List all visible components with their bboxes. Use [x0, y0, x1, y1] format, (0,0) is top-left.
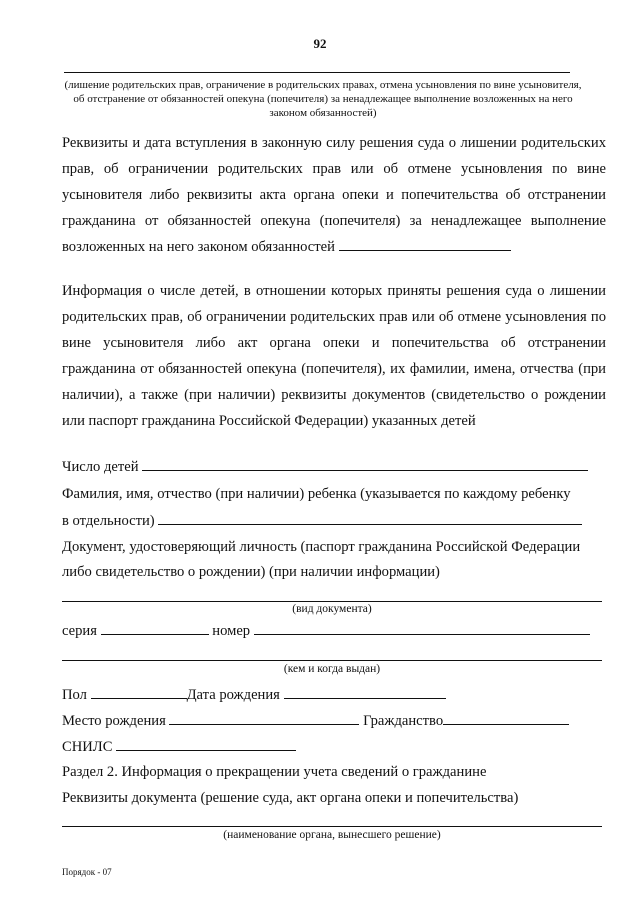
birthplace-citizenship-row	[62, 710, 569, 731]
court-decision-field[interactable]	[339, 236, 511, 251]
authority-field[interactable]	[62, 826, 602, 827]
number-label: номер	[212, 623, 251, 639]
sex-field[interactable]	[91, 684, 187, 699]
snils-field[interactable]	[116, 736, 296, 751]
doc-type-caption: (вид документа)	[292, 603, 372, 615]
child-name-label: Фамилия, имя, отчество (при наличии) ребенка (указывается по каждому ребенку	[62, 486, 571, 502]
issued-caption: (кем и когда выдан)	[283, 663, 381, 675]
birth-place-label: Место рождения	[62, 713, 166, 729]
birth-date-label: Дата рождения	[186, 687, 280, 703]
authority-caption: (наименование органа, вынесшего решение)	[223, 829, 441, 841]
paragraph-court-decision	[62, 130, 606, 260]
birth-date-field[interactable]	[284, 684, 446, 699]
sex-label: Пол	[62, 687, 87, 703]
footer-code: Порядок - 07	[62, 867, 112, 877]
section2-title: Раздел 2. Информация о прекращении учета сведений о гражданине	[62, 764, 487, 780]
child-name-label-2: в отдельности)	[62, 513, 155, 529]
id-document-row-1	[62, 537, 580, 557]
id-document-label-2: либо свидетельство о рождении) (при наличии информации)	[62, 564, 440, 580]
series-label: серия	[62, 623, 97, 639]
sex-birthdate-row	[62, 684, 446, 705]
series-number-row	[62, 620, 590, 641]
doc-details-label: Реквизиты документа (решение суда, акт органа опеки и попечительства)	[62, 790, 519, 806]
paragraph-children-info: Информация о числе детей, в отношении которых приняты решения суда о лишении родительских прав, об ограничении родительских прав или об отмене усыновления по вине усыновителя либо акт органа опеки и попечительства об отстранении гражданина от обязанностей опекуна (попечителя), их фамилии, имена, отчества (при наличии), а также (при наличии) реквизиты документов (свидетельство о рождении или паспорт гражданина Российской Федерации) указанных детей	[62, 283, 606, 429]
snils-label: СНИЛС	[62, 739, 113, 755]
children-count-row	[62, 456, 588, 477]
child-name-row-2	[62, 510, 582, 531]
id-document-row-2	[62, 562, 440, 582]
top-rule	[64, 72, 570, 73]
id-document-label: Документ, удостоверяющий личность (паспорт гражданина Российской Федерации	[62, 539, 581, 555]
doc-type-field[interactable]	[62, 601, 602, 602]
number-field[interactable]	[254, 620, 590, 635]
caption-top: (лишение родительских прав, ограничение в родительских правах, отмена усыновления по вине усыновителя, об отстранение от обязанностей опекуна (попечителя) за ненадлежащее выполнение возложенных на него законом обязанностей)	[64, 79, 582, 119]
children-count-label: Число детей	[62, 459, 139, 475]
children-count-field[interactable]	[142, 456, 588, 471]
child-name-field[interactable]	[158, 510, 582, 525]
snils-row	[62, 736, 296, 757]
child-name-row-1	[62, 484, 606, 504]
paragraph-court-decision-text: Реквизиты и дата вступления в законную силу решения суда о лишении родительских прав, об ограничении родительских прав или об отмене усыновления по вине усыновителя либо реквизиты акта органа опеки и попечительства об отстранении гражданина от обязанностей опекуна (попечителя) за ненадлежащее выполнение возложенных на него законом обязанностей	[62, 135, 606, 255]
issued-field[interactable]	[62, 660, 602, 661]
citizenship-field[interactable]	[443, 710, 569, 725]
series-field[interactable]	[101, 620, 209, 635]
citizenship-label: Гражданство	[363, 713, 444, 729]
page-number: 92	[313, 36, 327, 51]
birth-place-field[interactable]	[169, 710, 359, 725]
